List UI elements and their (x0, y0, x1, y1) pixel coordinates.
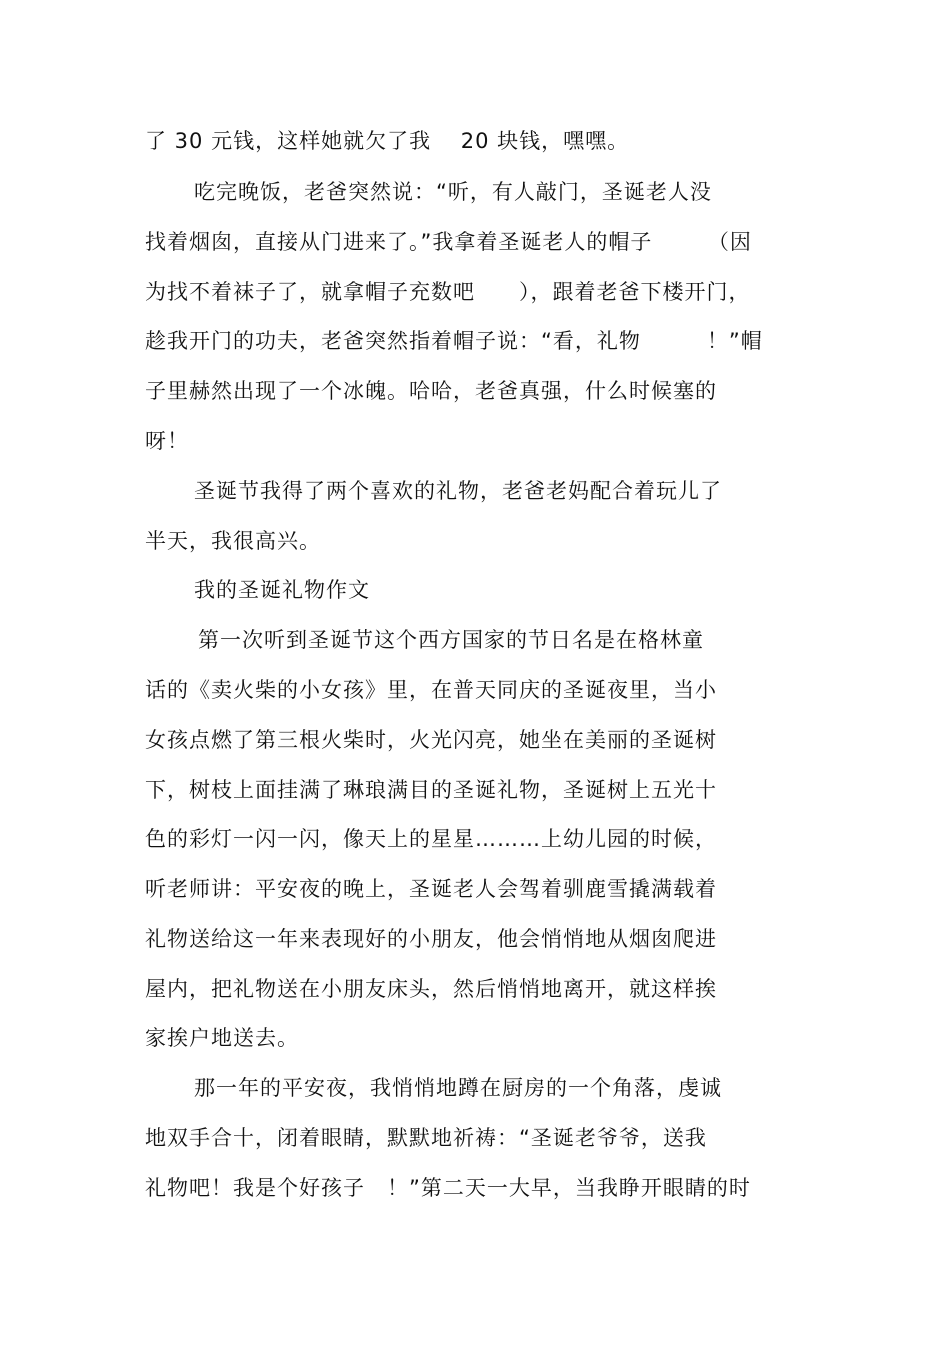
paragraph-first-line: 第一次听到圣诞节这个西方国家的节日名是在格林童 (198, 628, 704, 652)
text-line: 呀！ (145, 429, 189, 453)
text-line: 半天，我很高兴。 (145, 529, 321, 553)
text-line: 下，树枝上面挂满了琳琅满目的圣诞礼物，圣诞树上五光十 (145, 778, 717, 802)
text-line: 找着烟囱，直接从门进来了。”我拿着圣诞老人的帽子 （因 (145, 230, 752, 254)
text-line: 地双手合十，闭着眼睛，默默地祈祷：“圣诞老爷爷，送我 (145, 1126, 707, 1150)
text-line: 色的彩灯一闪一闪，像天上的星星………上幼儿园的时候， (145, 827, 717, 851)
text-line: 子里赫然出现了一个冰魄。哈哈，老爸真强，什么时候塞的 (145, 379, 717, 403)
text-line: 女孩点燃了第三根火柴时，火光闪亮，她坐在美丽的圣诞树 (145, 728, 717, 752)
text-line: 听老师讲：平安夜的晚上，圣诞老人会驾着驯鹿雪撬满载着 (145, 877, 717, 901)
paragraph-first-line: 那一年的平安夜，我悄悄地蹲在厨房的一个角落，虔诚 (194, 1076, 722, 1100)
text-line: 礼物吧！我是个好孩子 ！”第二天一大早，当我睁开眼睛的时 (145, 1176, 751, 1200)
paragraph-first-line: 圣诞节我得了两个喜欢的礼物，老爸老妈配合着玩儿了 (194, 479, 722, 503)
section-title: 我的圣诞礼物作文 (194, 578, 370, 602)
text-line: 屋内，把礼物送在小朋友床头，然后悄悄地离开，就这样挨 (145, 977, 717, 1001)
text-line: 为找不着袜子了，就拿帽子充数吧 ），跟着老爸下楼开门， (145, 280, 751, 304)
paragraph-first-line: 吃完晚饭，老爸突然说：“听，有人敲门，圣诞老人没 (194, 180, 712, 204)
text-line: 了 30 元钱，这样她就欠了我 20 块钱，嘿嘿。 (145, 129, 630, 153)
text-line: 礼物送给这一年来表现好的小朋友，他会悄悄地从烟囱爬进 (145, 927, 717, 951)
text-line: 趁我开门的功夫，老爸突然指着帽子说：“看，礼物 ！”帽 (145, 329, 763, 353)
text-line: 家挨户地送去。 (145, 1026, 299, 1050)
text-line: 话的《卖火柴的小女孩》里，在普天同庆的圣诞夜里，当小 (145, 678, 717, 702)
